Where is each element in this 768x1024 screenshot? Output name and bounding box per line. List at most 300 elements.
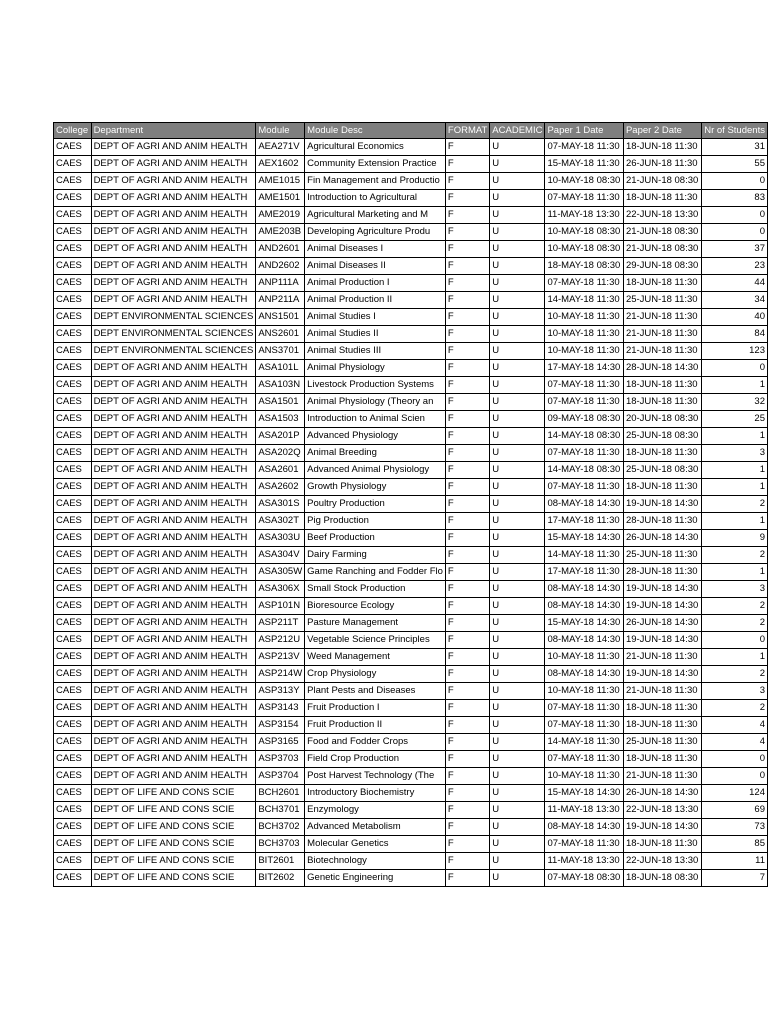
cell-paper-2-date: 28-JUN-18 11:30 bbox=[623, 564, 701, 581]
cell-paper-1-date: 08-MAY-18 14:30 bbox=[545, 581, 624, 598]
cell-paper-1-date: 10-MAY-18 11:30 bbox=[545, 649, 624, 666]
cell-module: ANP111A bbox=[256, 275, 305, 292]
cell-department: DEPT ENVIRONMENTAL SCIENCES bbox=[91, 326, 256, 343]
cell-department: DEPT OF AGRI AND ANIM HEALTH bbox=[91, 139, 256, 156]
cell-academic: U bbox=[490, 615, 545, 632]
cell-college: CAES bbox=[54, 190, 92, 207]
cell-nr-of-students: 0 bbox=[702, 173, 768, 190]
cell-nr-of-students: 2 bbox=[702, 547, 768, 564]
cell-department: DEPT OF AGRI AND ANIM HEALTH bbox=[91, 190, 256, 207]
cell-college: CAES bbox=[54, 411, 92, 428]
cell-nr-of-students: 124 bbox=[702, 785, 768, 802]
cell-module-desc: Introduction to Animal Scien bbox=[305, 411, 446, 428]
cell-academic: U bbox=[490, 598, 545, 615]
cell-paper-1-date: 17-MAY-18 14:30 bbox=[545, 360, 624, 377]
cell-paper-2-date: 19-JUN-18 14:30 bbox=[623, 819, 701, 836]
header-department: Department bbox=[91, 123, 256, 139]
cell-format: F bbox=[445, 190, 489, 207]
cell-academic: U bbox=[490, 292, 545, 309]
cell-paper-2-date: 19-JUN-18 14:30 bbox=[623, 598, 701, 615]
cell-college: CAES bbox=[54, 224, 92, 241]
cell-module-desc: Poultry Production bbox=[305, 496, 446, 513]
cell-nr-of-students: 34 bbox=[702, 292, 768, 309]
cell-module-desc: Animal Studies II bbox=[305, 326, 446, 343]
cell-format: F bbox=[445, 734, 489, 751]
cell-nr-of-students: 9 bbox=[702, 530, 768, 547]
cell-format: F bbox=[445, 411, 489, 428]
cell-module-desc: Developing Agriculture Produ bbox=[305, 224, 446, 241]
cell-module: ASP3704 bbox=[256, 768, 305, 785]
table-row bbox=[54, 241, 768, 258]
cell-module: BCH3703 bbox=[256, 836, 305, 853]
cell-module-desc: Enzymology bbox=[305, 802, 446, 819]
cell-paper-1-date: 09-MAY-18 08:30 bbox=[545, 411, 624, 428]
cell-department: DEPT OF AGRI AND ANIM HEALTH bbox=[91, 649, 256, 666]
cell-college: CAES bbox=[54, 445, 92, 462]
cell-paper-1-date: 07-MAY-18 11:30 bbox=[545, 275, 624, 292]
cell-college: CAES bbox=[54, 683, 92, 700]
cell-module: ANP211A bbox=[256, 292, 305, 309]
cell-module: ASA201P bbox=[256, 428, 305, 445]
table-row bbox=[54, 836, 768, 853]
cell-paper-1-date: 10-MAY-18 11:30 bbox=[545, 768, 624, 785]
cell-department: DEPT OF AGRI AND ANIM HEALTH bbox=[91, 496, 256, 513]
cell-module-desc: Introduction to Agricultural bbox=[305, 190, 446, 207]
cell-college: CAES bbox=[54, 479, 92, 496]
cell-academic: U bbox=[490, 190, 545, 207]
cell-academic: U bbox=[490, 853, 545, 870]
cell-module: AME203B bbox=[256, 224, 305, 241]
cell-academic: U bbox=[490, 309, 545, 326]
cell-nr-of-students: 3 bbox=[702, 683, 768, 700]
cell-format: F bbox=[445, 428, 489, 445]
cell-format: F bbox=[445, 717, 489, 734]
cell-module-desc: Vegetable Science Principles bbox=[305, 632, 446, 649]
cell-academic: U bbox=[490, 870, 545, 887]
cell-department: DEPT OF AGRI AND ANIM HEALTH bbox=[91, 598, 256, 615]
cell-nr-of-students: 123 bbox=[702, 343, 768, 360]
cell-format: F bbox=[445, 377, 489, 394]
cell-academic: U bbox=[490, 785, 545, 802]
table-row bbox=[54, 547, 768, 564]
cell-module: AEX1602 bbox=[256, 156, 305, 173]
cell-paper-1-date: 11-MAY-18 13:30 bbox=[545, 802, 624, 819]
cell-module: AME2019 bbox=[256, 207, 305, 224]
cell-department: DEPT OF AGRI AND ANIM HEALTH bbox=[91, 241, 256, 258]
cell-module: ASA101L bbox=[256, 360, 305, 377]
cell-department: DEPT ENVIRONMENTAL SCIENCES bbox=[91, 309, 256, 326]
cell-module-desc: Biotechnology bbox=[305, 853, 446, 870]
cell-college: CAES bbox=[54, 785, 92, 802]
cell-college: CAES bbox=[54, 377, 92, 394]
cell-college: CAES bbox=[54, 326, 92, 343]
cell-format: F bbox=[445, 683, 489, 700]
cell-paper-1-date: 14-MAY-18 08:30 bbox=[545, 428, 624, 445]
cell-college: CAES bbox=[54, 547, 92, 564]
cell-paper-1-date: 10-MAY-18 11:30 bbox=[545, 343, 624, 360]
cell-nr-of-students: 84 bbox=[702, 326, 768, 343]
table-body bbox=[54, 139, 768, 887]
cell-module: ASA302T bbox=[256, 513, 305, 530]
cell-department: DEPT OF AGRI AND ANIM HEALTH bbox=[91, 564, 256, 581]
cell-module-desc: Pasture Management bbox=[305, 615, 446, 632]
cell-module: AME1501 bbox=[256, 190, 305, 207]
cell-nr-of-students: 0 bbox=[702, 632, 768, 649]
table-row bbox=[54, 139, 768, 156]
cell-department: DEPT OF AGRI AND ANIM HEALTH bbox=[91, 530, 256, 547]
table-row bbox=[54, 751, 768, 768]
cell-academic: U bbox=[490, 751, 545, 768]
cell-paper-2-date: 21-JUN-18 11:30 bbox=[623, 326, 701, 343]
table-row bbox=[54, 530, 768, 547]
cell-college: CAES bbox=[54, 564, 92, 581]
cell-nr-of-students: 0 bbox=[702, 207, 768, 224]
table-row bbox=[54, 326, 768, 343]
cell-paper-1-date: 15-MAY-18 14:30 bbox=[545, 615, 624, 632]
cell-paper-1-date: 14-MAY-18 11:30 bbox=[545, 734, 624, 751]
cell-module-desc: Animal Diseases II bbox=[305, 258, 446, 275]
cell-module: AND2601 bbox=[256, 241, 305, 258]
cell-paper-1-date: 07-MAY-18 11:30 bbox=[545, 190, 624, 207]
cell-format: F bbox=[445, 224, 489, 241]
cell-paper-2-date: 26-JUN-18 14:30 bbox=[623, 785, 701, 802]
cell-paper-2-date: 22-JUN-18 13:30 bbox=[623, 802, 701, 819]
cell-nr-of-students: 11 bbox=[702, 853, 768, 870]
header-paper-2-date: Paper 2 Date bbox=[623, 123, 701, 139]
cell-nr-of-students: 40 bbox=[702, 309, 768, 326]
cell-paper-2-date: 25-JUN-18 08:30 bbox=[623, 462, 701, 479]
cell-academic: U bbox=[490, 683, 545, 700]
cell-nr-of-students: 83 bbox=[702, 190, 768, 207]
cell-paper-1-date: 07-MAY-18 08:30 bbox=[545, 870, 624, 887]
cell-department: DEPT OF AGRI AND ANIM HEALTH bbox=[91, 292, 256, 309]
cell-paper-1-date: 08-MAY-18 14:30 bbox=[545, 819, 624, 836]
cell-format: F bbox=[445, 292, 489, 309]
cell-format: F bbox=[445, 530, 489, 547]
cell-department: DEPT ENVIRONMENTAL SCIENCES bbox=[91, 343, 256, 360]
cell-nr-of-students: 0 bbox=[702, 224, 768, 241]
cell-academic: U bbox=[490, 173, 545, 190]
cell-paper-1-date: 07-MAY-18 11:30 bbox=[545, 377, 624, 394]
cell-nr-of-students: 2 bbox=[702, 615, 768, 632]
cell-format: F bbox=[445, 870, 489, 887]
cell-module: ASA2602 bbox=[256, 479, 305, 496]
cell-module: ASP214W bbox=[256, 666, 305, 683]
cell-nr-of-students: 55 bbox=[702, 156, 768, 173]
cell-paper-2-date: 25-JUN-18 11:30 bbox=[623, 547, 701, 564]
cell-module-desc: Food and Fodder Crops bbox=[305, 734, 446, 751]
cell-academic: U bbox=[490, 479, 545, 496]
table-row bbox=[54, 683, 768, 700]
cell-module: ASA202Q bbox=[256, 445, 305, 462]
cell-paper-2-date: 28-JUN-18 14:30 bbox=[623, 360, 701, 377]
cell-module: ANS3701 bbox=[256, 343, 305, 360]
cell-paper-1-date: 07-MAY-18 11:30 bbox=[545, 139, 624, 156]
cell-module-desc: Animal Physiology bbox=[305, 360, 446, 377]
cell-format: F bbox=[445, 836, 489, 853]
cell-college: CAES bbox=[54, 700, 92, 717]
cell-paper-2-date: 22-JUN-18 13:30 bbox=[623, 207, 701, 224]
cell-paper-1-date: 17-MAY-18 11:30 bbox=[545, 564, 624, 581]
cell-module: ASP3143 bbox=[256, 700, 305, 717]
table-row bbox=[54, 632, 768, 649]
cell-paper-1-date: 11-MAY-18 13:30 bbox=[545, 853, 624, 870]
cell-module: ASA301S bbox=[256, 496, 305, 513]
cell-nr-of-students: 85 bbox=[702, 836, 768, 853]
cell-paper-2-date: 25-JUN-18 11:30 bbox=[623, 734, 701, 751]
cell-paper-1-date: 08-MAY-18 14:30 bbox=[545, 632, 624, 649]
cell-paper-2-date: 21-JUN-18 08:30 bbox=[623, 173, 701, 190]
header-module-desc: Module Desc bbox=[305, 123, 446, 139]
cell-college: CAES bbox=[54, 258, 92, 275]
table-row bbox=[54, 819, 768, 836]
cell-department: DEPT OF AGRI AND ANIM HEALTH bbox=[91, 632, 256, 649]
cell-department: DEPT OF AGRI AND ANIM HEALTH bbox=[91, 275, 256, 292]
cell-academic: U bbox=[490, 445, 545, 462]
cell-college: CAES bbox=[54, 173, 92, 190]
cell-paper-2-date: 18-JUN-18 11:30 bbox=[623, 139, 701, 156]
cell-nr-of-students: 1 bbox=[702, 462, 768, 479]
cell-department: DEPT OF AGRI AND ANIM HEALTH bbox=[91, 445, 256, 462]
cell-academic: U bbox=[490, 581, 545, 598]
cell-college: CAES bbox=[54, 870, 92, 887]
cell-module: ANS2601 bbox=[256, 326, 305, 343]
cell-college: CAES bbox=[54, 241, 92, 258]
table-row bbox=[54, 513, 768, 530]
cell-paper-2-date: 18-JUN-18 11:30 bbox=[623, 445, 701, 462]
cell-paper-2-date: 26-JUN-18 14:30 bbox=[623, 615, 701, 632]
cell-format: F bbox=[445, 632, 489, 649]
table-row bbox=[54, 309, 768, 326]
cell-format: F bbox=[445, 785, 489, 802]
cell-college: CAES bbox=[54, 632, 92, 649]
cell-academic: U bbox=[490, 275, 545, 292]
cell-paper-1-date: 14-MAY-18 11:30 bbox=[545, 547, 624, 564]
cell-module: ASA1503 bbox=[256, 411, 305, 428]
table-row bbox=[54, 224, 768, 241]
cell-format: F bbox=[445, 819, 489, 836]
cell-module-desc: Crop Physiology bbox=[305, 666, 446, 683]
cell-department: DEPT OF AGRI AND ANIM HEALTH bbox=[91, 751, 256, 768]
cell-academic: U bbox=[490, 802, 545, 819]
cell-academic: U bbox=[490, 649, 545, 666]
table-row bbox=[54, 190, 768, 207]
cell-paper-1-date: 07-MAY-18 11:30 bbox=[545, 836, 624, 853]
cell-college: CAES bbox=[54, 428, 92, 445]
table-row bbox=[54, 360, 768, 377]
cell-paper-2-date: 26-JUN-18 14:30 bbox=[623, 530, 701, 547]
cell-module-desc: Animal Production I bbox=[305, 275, 446, 292]
cell-academic: U bbox=[490, 394, 545, 411]
table-row bbox=[54, 428, 768, 445]
cell-nr-of-students: 23 bbox=[702, 258, 768, 275]
cell-format: F bbox=[445, 173, 489, 190]
cell-department: DEPT OF AGRI AND ANIM HEALTH bbox=[91, 411, 256, 428]
cell-module: ASP213V bbox=[256, 649, 305, 666]
cell-format: F bbox=[445, 343, 489, 360]
cell-format: F bbox=[445, 513, 489, 530]
cell-nr-of-students: 0 bbox=[702, 360, 768, 377]
cell-module: BIT2602 bbox=[256, 870, 305, 887]
cell-paper-1-date: 07-MAY-18 11:30 bbox=[545, 700, 624, 717]
cell-department: DEPT OF LIFE AND CONS SCIE bbox=[91, 853, 256, 870]
cell-format: F bbox=[445, 564, 489, 581]
cell-college: CAES bbox=[54, 802, 92, 819]
header-format: FORMAT bbox=[445, 123, 489, 139]
cell-module: ASP3703 bbox=[256, 751, 305, 768]
cell-format: F bbox=[445, 802, 489, 819]
cell-academic: U bbox=[490, 428, 545, 445]
cell-nr-of-students: 3 bbox=[702, 445, 768, 462]
cell-college: CAES bbox=[54, 717, 92, 734]
cell-module: BIT2601 bbox=[256, 853, 305, 870]
cell-format: F bbox=[445, 139, 489, 156]
cell-paper-1-date: 07-MAY-18 11:30 bbox=[545, 717, 624, 734]
cell-department: DEPT OF AGRI AND ANIM HEALTH bbox=[91, 615, 256, 632]
cell-academic: U bbox=[490, 513, 545, 530]
cell-paper-1-date: 15-MAY-18 14:30 bbox=[545, 785, 624, 802]
cell-paper-2-date: 21-JUN-18 11:30 bbox=[623, 683, 701, 700]
cell-college: CAES bbox=[54, 853, 92, 870]
cell-paper-1-date: 07-MAY-18 11:30 bbox=[545, 751, 624, 768]
cell-department: DEPT OF AGRI AND ANIM HEALTH bbox=[91, 173, 256, 190]
cell-paper-1-date: 10-MAY-18 08:30 bbox=[545, 224, 624, 241]
cell-academic: U bbox=[490, 377, 545, 394]
cell-academic: U bbox=[490, 343, 545, 360]
table-row bbox=[54, 496, 768, 513]
cell-module-desc: Agricultural Marketing and M bbox=[305, 207, 446, 224]
table-row bbox=[54, 717, 768, 734]
cell-academic: U bbox=[490, 224, 545, 241]
cell-format: F bbox=[445, 700, 489, 717]
cell-paper-2-date: 18-JUN-18 11:30 bbox=[623, 275, 701, 292]
cell-academic: U bbox=[490, 462, 545, 479]
cell-academic: U bbox=[490, 326, 545, 343]
table-row bbox=[54, 649, 768, 666]
cell-college: CAES bbox=[54, 751, 92, 768]
cell-academic: U bbox=[490, 836, 545, 853]
cell-module-desc: Small Stock Production bbox=[305, 581, 446, 598]
cell-nr-of-students: 1 bbox=[702, 513, 768, 530]
cell-paper-2-date: 21-JUN-18 11:30 bbox=[623, 309, 701, 326]
cell-nr-of-students: 0 bbox=[702, 751, 768, 768]
exam-schedule-table bbox=[53, 122, 768, 887]
table-header bbox=[54, 123, 768, 139]
cell-nr-of-students: 32 bbox=[702, 394, 768, 411]
cell-academic: U bbox=[490, 734, 545, 751]
cell-department: DEPT OF AGRI AND ANIM HEALTH bbox=[91, 717, 256, 734]
cell-module-desc: Animal Production II bbox=[305, 292, 446, 309]
cell-department: DEPT OF AGRI AND ANIM HEALTH bbox=[91, 394, 256, 411]
table-row bbox=[54, 734, 768, 751]
cell-paper-2-date: 18-JUN-18 11:30 bbox=[623, 717, 701, 734]
cell-module: ASA305W bbox=[256, 564, 305, 581]
table-row bbox=[54, 462, 768, 479]
cell-format: F bbox=[445, 275, 489, 292]
cell-academic: U bbox=[490, 547, 545, 564]
table-row bbox=[54, 479, 768, 496]
cell-module: BCH3702 bbox=[256, 819, 305, 836]
table-row bbox=[54, 768, 768, 785]
cell-module-desc: Community Extension Practice bbox=[305, 156, 446, 173]
cell-paper-1-date: 08-MAY-18 14:30 bbox=[545, 666, 624, 683]
cell-academic: U bbox=[490, 700, 545, 717]
table-row bbox=[54, 666, 768, 683]
cell-paper-2-date: 21-JUN-18 08:30 bbox=[623, 224, 701, 241]
cell-paper-2-date: 18-JUN-18 11:30 bbox=[623, 479, 701, 496]
cell-paper-2-date: 19-JUN-18 14:30 bbox=[623, 666, 701, 683]
cell-paper-1-date: 18-MAY-18 08:30 bbox=[545, 258, 624, 275]
table-row bbox=[54, 156, 768, 173]
cell-department: DEPT OF AGRI AND ANIM HEALTH bbox=[91, 428, 256, 445]
cell-college: CAES bbox=[54, 615, 92, 632]
cell-paper-2-date: 21-JUN-18 11:30 bbox=[623, 768, 701, 785]
cell-module: BCH3701 bbox=[256, 802, 305, 819]
cell-paper-2-date: 18-JUN-18 11:30 bbox=[623, 751, 701, 768]
cell-paper-2-date: 19-JUN-18 14:30 bbox=[623, 581, 701, 598]
table-row bbox=[54, 292, 768, 309]
cell-format: F bbox=[445, 479, 489, 496]
cell-module-desc: Plant Pests and Diseases bbox=[305, 683, 446, 700]
cell-module-desc: Fruit Production II bbox=[305, 717, 446, 734]
cell-module-desc: Animal Studies I bbox=[305, 309, 446, 326]
cell-college: CAES bbox=[54, 496, 92, 513]
table-row bbox=[54, 564, 768, 581]
cell-nr-of-students: 2 bbox=[702, 700, 768, 717]
cell-module-desc: Molecular Genetics bbox=[305, 836, 446, 853]
cell-department: DEPT OF LIFE AND CONS SCIE bbox=[91, 870, 256, 887]
cell-nr-of-students: 0 bbox=[702, 768, 768, 785]
cell-paper-2-date: 18-JUN-18 11:30 bbox=[623, 836, 701, 853]
cell-format: F bbox=[445, 768, 489, 785]
cell-module-desc: Field Crop Production bbox=[305, 751, 446, 768]
cell-format: F bbox=[445, 751, 489, 768]
cell-academic: U bbox=[490, 768, 545, 785]
header-paper-1-date: Paper 1 Date bbox=[545, 123, 624, 139]
cell-college: CAES bbox=[54, 513, 92, 530]
cell-paper-2-date: 25-JUN-18 08:30 bbox=[623, 428, 701, 445]
cell-format: F bbox=[445, 462, 489, 479]
cell-module: ASP3154 bbox=[256, 717, 305, 734]
cell-format: F bbox=[445, 853, 489, 870]
cell-module-desc: Advanced Physiology bbox=[305, 428, 446, 445]
cell-paper-2-date: 29-JUN-18 08:30 bbox=[623, 258, 701, 275]
cell-format: F bbox=[445, 207, 489, 224]
cell-paper-1-date: 08-MAY-18 14:30 bbox=[545, 598, 624, 615]
cell-department: DEPT OF AGRI AND ANIM HEALTH bbox=[91, 258, 256, 275]
cell-format: F bbox=[445, 326, 489, 343]
cell-nr-of-students: 7 bbox=[702, 870, 768, 887]
cell-nr-of-students: 1 bbox=[702, 564, 768, 581]
table-row bbox=[54, 377, 768, 394]
cell-academic: U bbox=[490, 717, 545, 734]
cell-format: F bbox=[445, 241, 489, 258]
cell-module-desc: Animal Diseases I bbox=[305, 241, 446, 258]
table-row bbox=[54, 598, 768, 615]
cell-module-desc: Post Harvest Technology (The bbox=[305, 768, 446, 785]
cell-paper-1-date: 15-MAY-18 14:30 bbox=[545, 530, 624, 547]
table-row bbox=[54, 343, 768, 360]
cell-paper-1-date: 07-MAY-18 11:30 bbox=[545, 479, 624, 496]
cell-format: F bbox=[445, 258, 489, 275]
cell-nr-of-students: 37 bbox=[702, 241, 768, 258]
cell-nr-of-students: 44 bbox=[702, 275, 768, 292]
cell-paper-1-date: 14-MAY-18 11:30 bbox=[545, 292, 624, 309]
cell-department: DEPT OF AGRI AND ANIM HEALTH bbox=[91, 377, 256, 394]
cell-college: CAES bbox=[54, 343, 92, 360]
cell-paper-1-date: 10-MAY-18 08:30 bbox=[545, 173, 624, 190]
cell-module-desc: Introductory Biochemistry bbox=[305, 785, 446, 802]
